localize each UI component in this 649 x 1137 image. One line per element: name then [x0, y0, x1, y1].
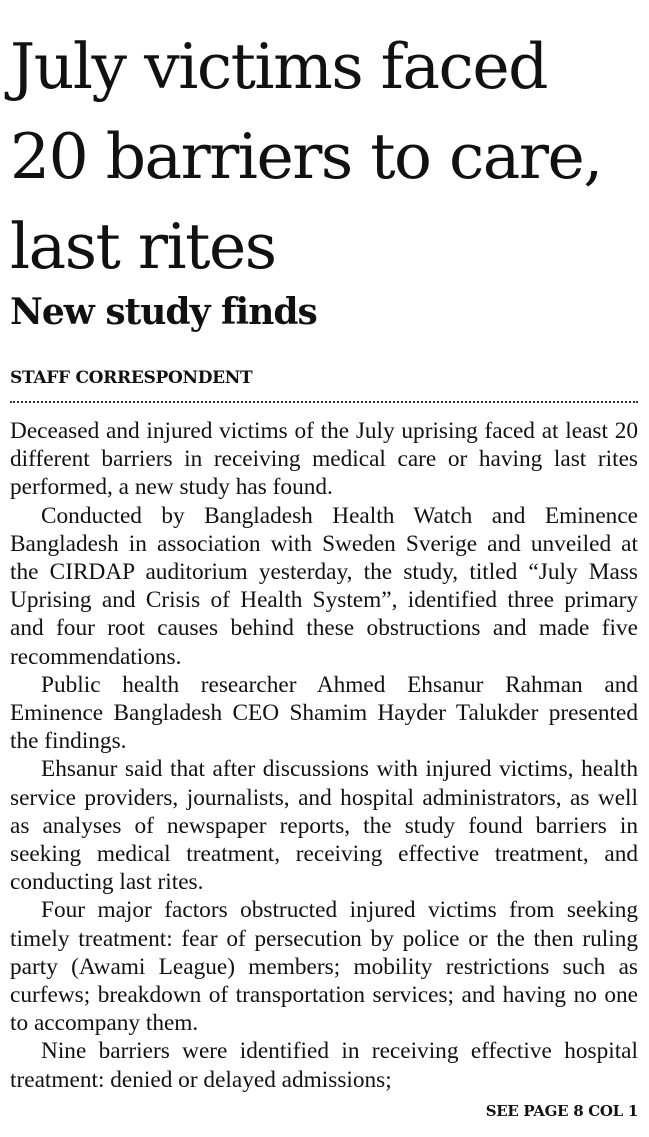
paragraph: Nine barriers were identified in receiving effective hospital treatment: denied or delayed admissions;	[10, 1038, 638, 1093]
article-body	[10, 417, 638, 1094]
paragraph: Ehsanur said that after discussions with injured victims, health service providers, journalists, and hospital administrators, as well as analyses of newspaper reports, the study found barriers in seeking medical treatment, receiving effective treatment, and conducting last rites.	[10, 756, 638, 896]
paragraph: Four major factors obstructed injured victims from seeking timely treatment: fear of persecution by police or the then ruling party (Awami League) members; mobility restrictions such as curfews; breakdown of transportation services; and having no one to accompany them.	[10, 897, 638, 1037]
news-article	[10, 0, 638, 1137]
subheadline: New study finds	[10, 291, 317, 333]
headline: July victims faced 20 barriers to care, last rites	[10, 30, 602, 283]
paragraph: Public health researcher Ahmed Ehsanur Rahman and Eminence Bangladesh CEO Shamim Hayder Talukder presented the findings.	[10, 671, 638, 755]
dotted-divider	[10, 401, 638, 403]
paragraph: Deceased and injured victims of the July uprising faced at least 20 different barriers in receiving medical care or having last rites performed, a new study has found.	[10, 418, 638, 501]
paragraph: Conducted by Bangladesh Health Watch and Eminence Bangladesh in association with Sweden Sverige and unveiled at the CIRDAP auditorium yesterday, the study, titled “July Mass Uprising and Crisis of Health System”, identified three primary and four root causes behind these obstructions and made five recommendations.	[10, 502, 638, 670]
continuation-link[interactable]: SEE PAGE 8 COL 1	[485, 1102, 638, 1120]
byline: STAFF CORRESPONDENT	[10, 368, 253, 388]
